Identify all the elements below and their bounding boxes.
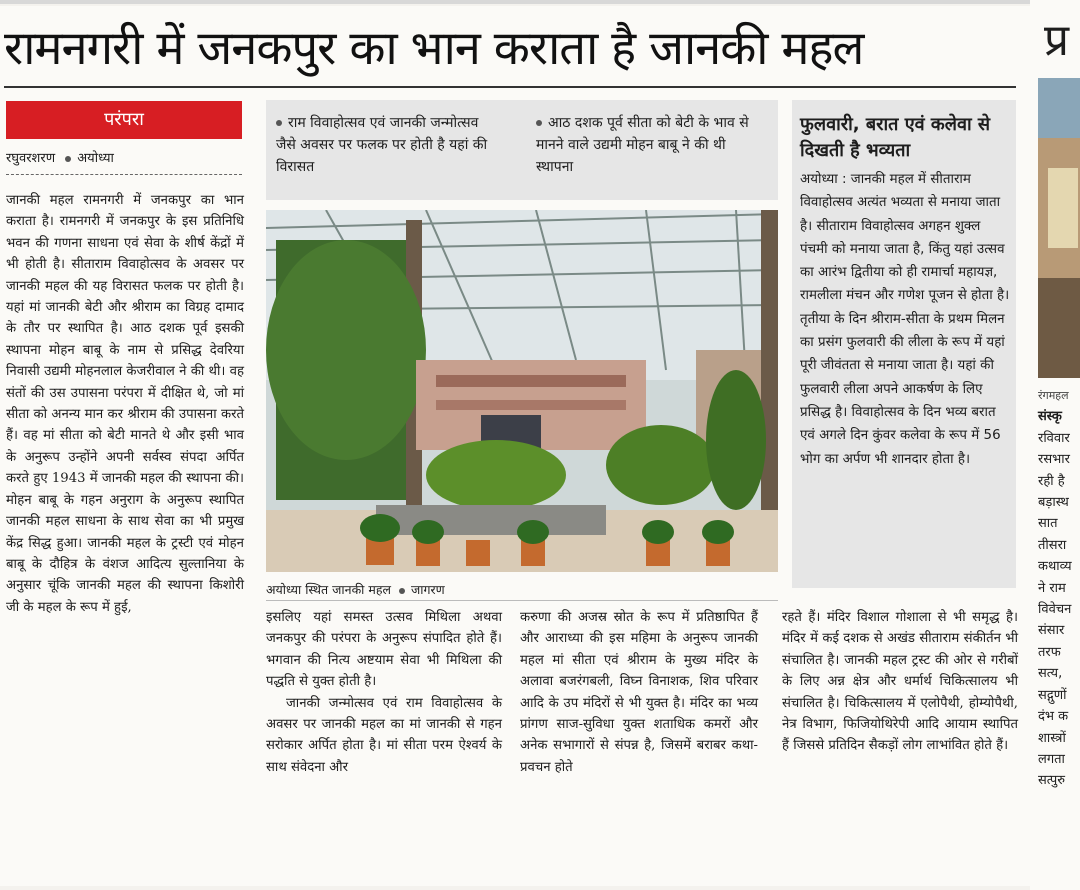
highlights-box [266, 100, 778, 200]
adjacent-line: दंभ क [1038, 709, 1069, 725]
highlight-1 [276, 112, 496, 178]
adjacent-line: तीसरा [1038, 537, 1067, 553]
adjacent-line: शास्त्रों [1038, 730, 1066, 746]
adjacent-line: संस्कृ [1038, 409, 1062, 425]
byline-author: रघुवरशरण [6, 151, 56, 166]
adjacent-line: सत्पुरु [1038, 773, 1066, 789]
column-4-text: रहते हैं। मंदिर विशाल गोशाला से भी समृद्ध है। मंदिर में कई दशक से अखंड सीताराम संकीर्तन भी संचालित है। जानकी महल ट्रस्ट की ओर से गरीबों के लिए अन्न क्षेत्र और धर्मार्थ चिकित्सालय भी संचालित है। चिकित्सालय में एलोपैथी, होम्योपैथी, नेत्र विभाग, फिजियोथिरेपी आदि आयाम स्थापित हैं जिससे प्रतिदिन सैकड़ों लोग लाभांवित होते हैं। [782, 610, 1018, 754]
byline-place: अयोध्या [77, 151, 114, 166]
sidebar-title: फुलवारी, बरात एवं कलेवा से दिखती है भव्यता [800, 114, 991, 161]
highlight-1-text: राम विवाहोत्सव एवं जानकी जन्मोत्सव जैसे अवसर पर फलक पर होती है यहां की विरासत [276, 115, 488, 175]
highlight-2-text: आठ दशक पूर्व सीता को बेटी के भाव से मानने वाले उद्यमी मोहन बाबू ने की थी स्थापना [536, 115, 749, 175]
adjacent-caption: रंगमहल [1038, 389, 1069, 402]
column-2-text-a: इसलिए यहां समस्त उत्सव मिथिला अथवा जनकपुर की परंपरा के अनुरूप संपादित होते हैं। भगवान की नित्य अष्टयाम सेवा भी मिथिला की पद्धति से युक्त होती है। [266, 610, 502, 690]
bullet-icon [65, 156, 71, 162]
adjacent-text [1038, 385, 1080, 792]
article-column-3 [520, 607, 758, 778]
bullet-icon [399, 588, 405, 594]
caption-rule [266, 600, 778, 601]
byline-rule [6, 174, 242, 175]
section-tag: परंपरा [6, 101, 242, 139]
sidebar-box [792, 100, 1016, 588]
article-column-2 [266, 607, 502, 778]
adjacent-line: तरफ [1038, 644, 1061, 660]
bullet-icon [276, 120, 282, 126]
article-column-4 [782, 607, 1018, 757]
highlight-2 [536, 112, 756, 178]
adjacent-line: विवेचन [1038, 602, 1072, 618]
caption-text: अयोध्या स्थित जानकी महल [266, 582, 391, 597]
adjacent-article-strip [1030, 0, 1080, 890]
adjacent-line: रसभार [1038, 452, 1070, 468]
adjacent-line: लगता [1038, 751, 1065, 767]
sidebar-body: अयोध्या : जानकी महल में सीताराम विवाहोत्सव अत्यंत भव्यता से मनाया जाता है। सीताराम विवाहोत्सव अगहन शुक्ल पंचमी को मनाया जाता है, किंतु यहां उत्सव का आरंभ द्वितीया को ही रामार्चा महायज्ञ, रामलीला मंचन और गणेश पूजन से होता है। तृतीया के दिन श्रीराम-सीता के प्रथम मिलन का प्रसंग फुलवारी की लीला के रूप में यहां पूरी जीवंतता से मनाया जाता है। यहां की फुलवारी लीला अपने आकर्षण के लिए प्रसिद्ध है। विवाहोत्सव के दिन भव्य बरात एवं अगले दिन कुंवर कलेवा के रूप में 56 भोग का अर्पण भी शानदार होता है। [800, 172, 1010, 467]
adjacent-line: बड़ास्थ [1038, 495, 1069, 511]
byline [6, 148, 242, 166]
janaki-mahal-photo [266, 210, 778, 572]
headline-rule [4, 86, 1016, 88]
adjacent-line: कथाव्य [1038, 559, 1072, 575]
adjacent-line: संसार [1038, 623, 1065, 639]
photo-caption [266, 581, 778, 598]
adjacent-line: रही है [1038, 473, 1065, 489]
bullet-icon [536, 120, 542, 126]
adjacent-line: सद्गुणों [1038, 687, 1067, 703]
adjacent-photo [1038, 78, 1080, 378]
top-border [0, 0, 1080, 4]
column-2-text-b: जानकी जन्मोत्सव एवं राम विवाहोत्सव के अवसर पर जानकी महल का मां जानकी से गहन सरोकार अर्पित होता है। मां सीता परम ऐश्वर्य के साथ संवेदना और [266, 695, 502, 775]
adjacent-line: रविवार [1038, 430, 1070, 446]
column-1-text: जानकी महल रामनगरी में जनकपुर का भान कराता है। रामनगरी में जनकपुर के इस प्रतिनिधि भवन की गणना साधना एवं सेवा के शीर्ष केंद्रों में भी होती है। सीताराम विवाहोत्सव के अवसर पर जानकी महल की यह विरासत फलक पर होती है। यहां मां जानकी बेटी और श्रीराम का विग्रह दामाद के तौर पर स्थापित है। आठ दशक पूर्व इसकी स्थापना मोहन बाबू के नाम से प्रसिद्ध देवरिया निवासी उद्यमी मोहनलाल केजरीवाल ने की थी। वह संतों की उस उपासना परंपरा में दीक्षित थे, जो मां सीता को अनन्य मान कर श्रीराम की उपासना करते हैं। वह मां सीता को बेटी मानते थे और इसी भाव के अनुरूप उन्होंने अपनी सर्वस्व संपदा अर्पित करते हुए 1943 में जानकी महल की स्थापना की। मोहन बाबू के गहन अनुराग के अनुरूप स्थापित जानकी महल साधना के साथ सेवा का भी प्रमुख केंद्र सिद्ध हुआ। जानकी महल के ट्रस्टी एवं मोहन बाबू के दौहित्र के वंशज आदित्य सुल्तानिया के अनुसार चूंकि जानकी महल की स्थापना किशोरी जी के महल के रूप में हुई, [6, 193, 244, 615]
adjacent-line: सत्य, [1038, 666, 1063, 682]
adjacent-line: सात [1038, 516, 1058, 532]
adjacent-headline: प्र [1044, 15, 1070, 66]
adjacent-line: ने राम [1038, 580, 1066, 596]
caption-credit: जागरण [410, 582, 445, 597]
column-3-text: करुणा की अजस्र स्रोत के रूप में प्रतिष्ठापित हैं और आराध्या की इस महिमा के अनुरूप जानकी महल मां सीता एवं श्रीराम के मुख्य मंदिर के अलावा बजरंगबली, विघ्न विनाशक, शिव परिवार आदि के उप मंदिरों से भी युक्त है। मंदिर का भव्य प्रांगण साज-सुविधा युक्त शताधिक कमरों और अनेक सभागारों से संपन्न है, जिसमें बराबर कथा-प्रवचन होते [520, 610, 758, 775]
headline: रामनगरी में जनकपुर का भान कराता है जानकी महल [4, 21, 864, 76]
article-column-1 [6, 190, 244, 618]
